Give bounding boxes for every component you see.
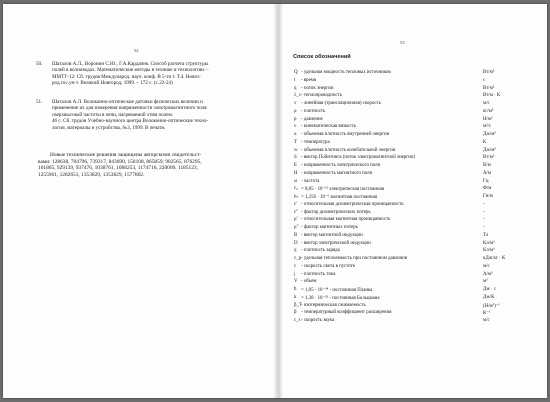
notation-symbol: T — [294, 139, 297, 145]
notation-description: - давление — [301, 116, 323, 122]
notation-unit: (Н/м²)⁻¹ — [483, 303, 500, 309]
reference-line: Шаталов А.Л. Волоконно-оптические датчики физических величин и — [52, 99, 203, 105]
notation-symbol: B — [294, 232, 298, 238]
reference-line: Шаталов А.Л., Воронин С.Ю., Г.А.Кардапев. Способ расчета структуры — [52, 61, 209, 67]
notation-unit: м³ — [483, 279, 488, 285]
notation-unit: - — [483, 225, 485, 230]
notation-symbol: ε″ — [294, 209, 299, 215]
notation-unit: кг/м³ — [483, 108, 494, 114]
notation-symbol: V — [294, 279, 298, 285]
notation-description: - линейная (трансляционная) скорость — [301, 101, 381, 106]
notation-description: - скорость звука — [301, 318, 335, 323]
reference-item — [36, 99, 251, 131]
page-number-right: 53 — [400, 40, 405, 45]
notation-symbol: D — [294, 240, 298, 246]
notation-symbol: E — [294, 163, 297, 168]
notation-unit: м/с — [483, 101, 490, 106]
notation-description: - фактор магнитных потерь — [301, 225, 358, 230]
notation-symbol: u — [294, 132, 297, 137]
book-spread — [3, 4, 547, 398]
notation-symbol: S — [294, 155, 297, 161]
notation-unit: Кл/м³ — [483, 248, 495, 254]
notation-unit: Гн/м — [483, 194, 493, 199]
notation-description: - объемная плотность внутренней энергии — [301, 132, 390, 137]
reference-line: логии, материалы и устройства, №3, 1999. В печати. — [52, 124, 166, 131]
notation-unit: Дж/К — [483, 294, 495, 300]
notation-symbol: c_s — [294, 318, 301, 323]
notation-description: = 8,85 · 10⁻¹² электрическая постоянная — [301, 187, 384, 193]
notation-description: - температура — [301, 139, 330, 145]
page-number-left: 52 — [134, 48, 139, 53]
notation-unit: К — [483, 139, 487, 145]
notation-unit: м²/с — [483, 124, 492, 130]
notation-symbol: μ' — [294, 217, 298, 223]
notation-heading: Список обозначений — [293, 54, 351, 60]
notation-unit: с — [483, 77, 486, 83]
notation-symbol: c — [294, 263, 297, 269]
notation-symbol: β — [294, 310, 297, 316]
notation-unit: Ф/м — [483, 186, 492, 192]
right-page — [283, 4, 547, 398]
notation-unit: м/с — [483, 263, 490, 269]
notation-unit: Тл — [483, 232, 489, 238]
notation-symbol: ε' — [294, 201, 297, 207]
book-gutter — [273, 4, 283, 398]
reference-line: 46 с. Сб. трудов Учебно-научного центра Волоконно-оптические техно- — [52, 118, 209, 125]
notation-description: - плотность — [301, 108, 326, 114]
notation-description: = 1,38 · 10⁻²³ - постоянная Больцмана — [301, 295, 380, 301]
notation-symbol: c_p — [294, 256, 302, 261]
notation-unit: - — [483, 209, 485, 215]
reference-item — [36, 61, 251, 87]
notation-description: - относительная магнитная проницаемость — [301, 217, 391, 223]
notation-unit: А/м² — [483, 271, 493, 277]
notation-description: - плотность заряда — [301, 248, 340, 254]
notation-symbol: k — [294, 294, 297, 300]
notation-unit: В/м — [483, 163, 491, 168]
notation-unit: кДж/кг · К — [483, 256, 506, 261]
reference-line: род.гос.ун-т. Великий Новгород, 1999. – 172 с. (с.22-24) — [52, 80, 173, 87]
notation-symbol: Q — [294, 70, 298, 75]
notation-symbol: w — [294, 147, 298, 153]
notation-symbol: ω — [294, 178, 298, 184]
notation-symbol: ρ — [294, 108, 297, 114]
notation-symbol: p — [294, 116, 297, 122]
notation-unit: Дж/м³ — [483, 147, 496, 153]
notation-description: - температурный коэффициент расширения — [301, 310, 392, 316]
notation-symbol: v — [294, 101, 297, 106]
notation-unit: - — [483, 201, 485, 207]
notation-unit: Дж/м³ — [483, 132, 496, 137]
notation-symbol: t — [294, 77, 296, 83]
notation-description: - скорость света в пустоте — [301, 263, 356, 269]
notation-symbol: μ″ — [294, 225, 299, 230]
patents-line: вами: 128638, 704796, 739317, 843690, 158108, 865859, 902565, 876295, — [38, 158, 202, 165]
notation-symbol: H — [294, 170, 298, 176]
notation-description: = 1,05 · 10⁻³⁴ - постоянная Планка — [301, 288, 373, 293]
patents-line: 1255961, 1282653, 1353829, 1353829, 1577802. — [38, 171, 145, 178]
notation-description: - плотность тока — [301, 271, 336, 277]
notation-symbol: j — [294, 271, 296, 277]
reference-line: применение их для измерения напряженности электромагнитного поля — [52, 105, 207, 112]
notation-symbol: β_T — [294, 302, 302, 308]
notation-description: - напряженность магнитного поля — [301, 170, 372, 176]
notation-unit: Вт/м³ — [483, 70, 495, 75]
notation-symbol: q — [294, 85, 297, 91]
notation-symbol: λ_c — [294, 93, 301, 99]
reference-number: 51. — [36, 99, 43, 105]
notation-description: - удельная мощность тепловых источников — [301, 70, 391, 75]
notation-description: - удельная теплоемкость при постоянном давлении — [301, 256, 408, 261]
notation-unit: Дж · с — [483, 287, 496, 292]
reference-number: 50. — [36, 61, 43, 67]
reference-line: полей в волноводах. Математические методы в технике и технологиях – — [52, 67, 209, 74]
notation-symbol: ħ — [294, 287, 297, 292]
notation-description: - вектор магнитной индукции — [301, 232, 363, 238]
notation-description: - объемная плотность колебательной энергии — [301, 147, 396, 153]
notation-description: - вектор Пойнтинга (поток электромагнитной энергии) — [301, 155, 416, 161]
notation-unit: А/м — [483, 170, 491, 176]
patents-line: 161865, 929139, 937476, 1038761, 1088253, 1174716, 220000, 1185123, — [38, 165, 198, 172]
notation-description: - время — [301, 77, 317, 83]
left-page — [3, 4, 273, 398]
notation-description: = 1,256 · 10⁻⁶ магнитная постоянная — [301, 195, 378, 200]
notation-description: - вектор электрической индукции — [301, 240, 371, 246]
reference-line: ММТТ-12: Сб. трудов Междунаpод. науч. конф. В 5-ти т. Т.4. Новго- — [52, 73, 201, 80]
notation-symbol: q — [294, 248, 297, 254]
notation-description: - теплопроводность — [301, 93, 342, 99]
notation-description: - напряженность электрического поля — [301, 163, 380, 168]
notation-description: - относительная диэлектрическая проницаемость — [301, 201, 404, 207]
notation-unit: Гц — [483, 178, 489, 184]
notation-unit: Вт/м · К — [483, 93, 501, 99]
notation-description: - поток энергии — [301, 85, 334, 91]
notation-symbol: ν — [294, 124, 297, 130]
notation-row — [283, 318, 547, 326]
patents-line: Новые технические решения защищены авторскими свидетельст- — [50, 152, 202, 158]
notation-description: - объем — [301, 279, 317, 285]
notation-unit: Вт/м² — [483, 85, 495, 91]
notation-description: - изотермическая сжимаемость — [301, 302, 366, 308]
notation-symbol: μ₀ — [294, 194, 299, 199]
notation-unit: Вт/м² — [483, 155, 495, 161]
reference-line: сверхвысокой частоты в печи, нагреваемой этим полем. — [52, 111, 174, 118]
patents-paragraph — [38, 152, 256, 178]
notation-description: - частота — [301, 178, 320, 184]
notation-unit: Кл/м² — [483, 240, 495, 246]
notation-unit: К⁻¹ — [483, 311, 491, 317]
notation-symbol: ε₀ — [294, 186, 298, 192]
notation-description: - фактор диэлектрических потерь — [301, 209, 371, 215]
notation-unit: - — [483, 217, 485, 223]
notation-unit: м/с — [483, 318, 490, 323]
notation-description: - кинематическая вязкость — [301, 124, 357, 130]
notation-unit: Н/м² — [483, 116, 493, 122]
